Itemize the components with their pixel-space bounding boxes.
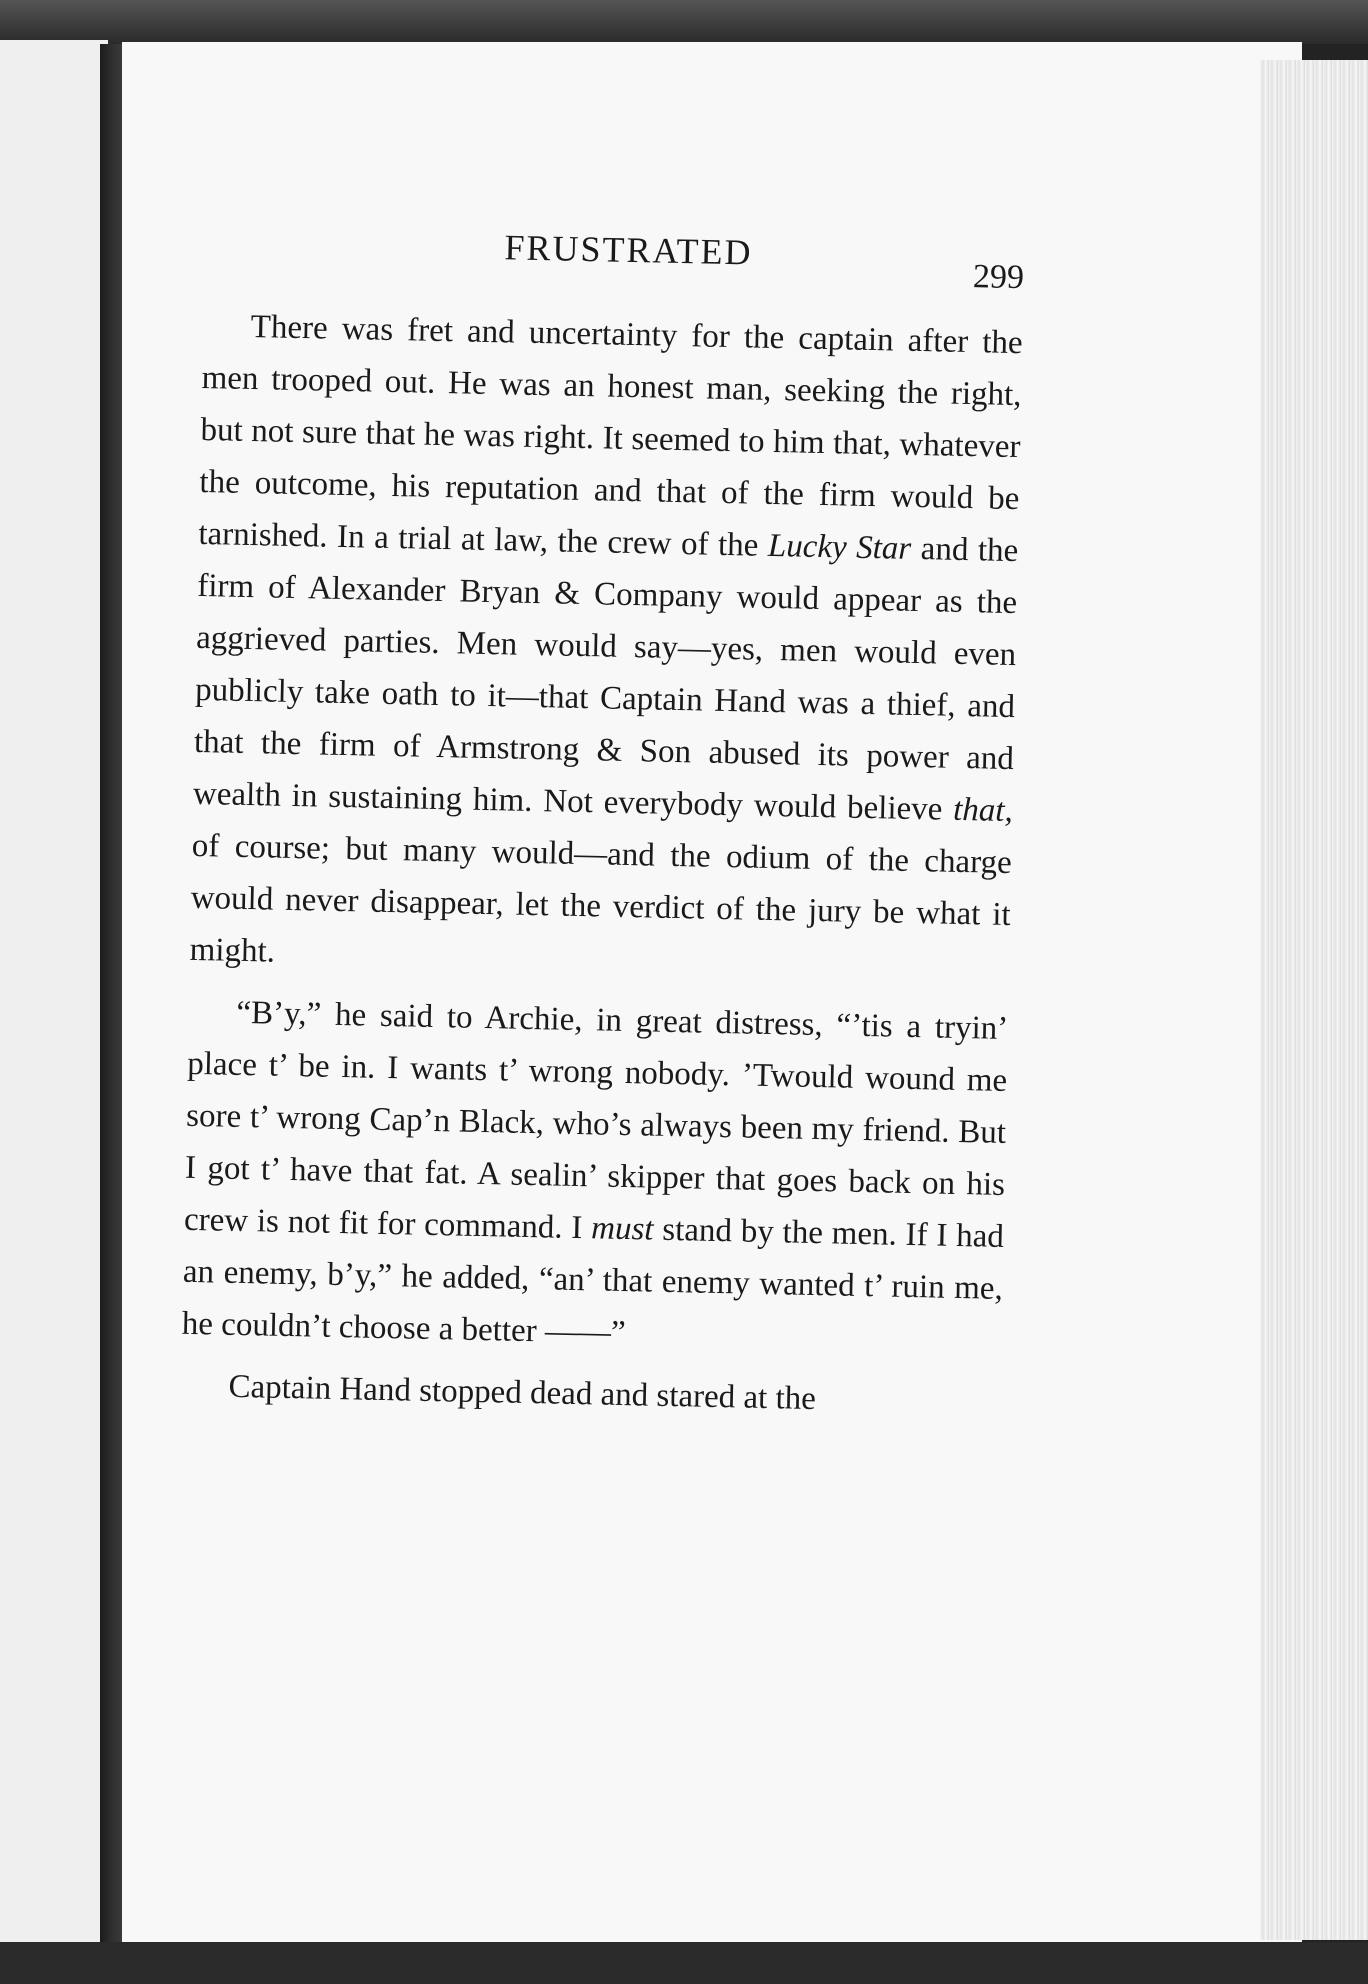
paragraph-text: of course; but many would—and the odium of the charge would never disappear, let the verdict of the jury be what it might. — [189, 827, 1013, 970]
book-gutter — [100, 44, 122, 1944]
paragraph-text: and the firm of Alexander Bryan & Company would appear as the aggrieved parties. Men would say—yes, men would even publicly take oath to it—that Captain Hand was a thief, and that the firm of Armstrong & Son abused its power and wealth in sustaining him. Not everybody would believe — [192, 530, 1019, 828]
page-stack-edge — [1260, 60, 1368, 1940]
scanner-top-edge — [0, 0, 1368, 44]
page-header — [203, 220, 1024, 317]
emphasis-italic: that, — [952, 791, 1014, 830]
paragraph-text: Captain Hand stopped dead and stared at the — [228, 1368, 817, 1418]
paragraph-1 — [189, 300, 1023, 993]
ship-name-italic: Lucky Star — [767, 527, 912, 567]
paragraph-2 — [181, 986, 1008, 1367]
emphasis-italic: must — [590, 1210, 654, 1248]
running-head: FRUSTRATED — [504, 227, 753, 273]
page-number: 299 — [972, 258, 1025, 297]
paragraph-text: There was fret and uncertainty for the captain after the men trooped out. He was an honest man, seeking the right, but not sure that he was right. It seemed to him that, whatever the outcome, his reputation and that of the firm would be tarnished. In a trial at law, the crew of the — [198, 308, 1023, 564]
paragraph-text: “B’y,” he said to Archie, in great distress, “’tis a tryin’ place t’ be in. I wants t’ wrong nobody. ’Twould wound me sore t’ wrong Cap’n Black, who’s always been my friend. But I got t’ have that fat. A sealin’ skipper that goes back on his crew is not fit for command. I — [183, 994, 1009, 1247]
scanner-bottom-edge — [0, 1942, 1368, 1984]
left-page-edge — [0, 40, 108, 1948]
paragraph-text: stand by the men. If I had an enemy, b’y,” he added, “an’ that enemy wanted t’ ruin me, he couldn’t choose a better ——” — [181, 1211, 1005, 1352]
page-text-block — [180, 220, 1025, 1439]
paragraph-3 — [180, 1360, 1001, 1429]
